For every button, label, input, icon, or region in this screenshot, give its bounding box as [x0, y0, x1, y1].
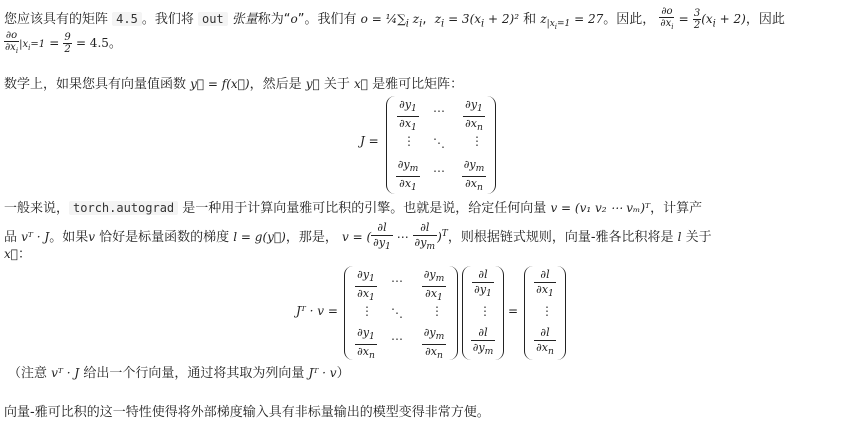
- jacobian-lhs: J =: [360, 134, 379, 148]
- product-lhs: Jᵀ · v =: [296, 304, 338, 318]
- math: = 4.5: [75, 36, 109, 50]
- jacobian-cell: $\frac{\partial y_1}{\partial x_n}$: [465, 98, 483, 134]
- jacobian-cell: $\frac{\partial y_1}{\partial x_1}$: [399, 98, 417, 134]
- math: l: [677, 230, 682, 245]
- math: x⃗: [4, 247, 18, 261]
- hdots: ⋯: [433, 104, 445, 118]
- text: 。因此，: [603, 12, 656, 27]
- math-eq1: $o = \frac{1}{4}\sum_i$ $z_i$: [360, 12, 423, 30]
- fraction: $\frac{9}{2}$: [64, 32, 71, 55]
- text: （注意: [8, 366, 52, 381]
- math: y⃗ = f(x⃗): [190, 77, 250, 91]
- para5: [4, 404, 490, 422]
- text: 关于: [319, 77, 354, 92]
- para1-line2: $\frac{\partial o}{\partial x_i}$ $|x_i=1$ = $\frac{9}{2}$ = 4.5。: [5, 30, 122, 55]
- text: 向量-雅可比积的这一特性使得将外部梯度输入具有非标量输出的模型变得非常方便。: [4, 405, 490, 420]
- text: ，然后是: [249, 77, 306, 92]
- math: o: [290, 12, 298, 26]
- result-vector: $\frac{\partial l}{\partial x_1}$ ⋮ $\frac{\partial l}{\partial x_n}$: [524, 266, 566, 360]
- text: 。如果: [49, 230, 89, 246]
- math: x⃗: [353, 77, 368, 91]
- math-eq3: $z_{|x_i=1} = 27$: [540, 12, 604, 32]
- fraction: $\frac{\partial l}{\partial y_m}$: [414, 221, 436, 253]
- jacobian-cell: $\frac{\partial y_m}{\partial x_n}$: [463, 158, 485, 194]
- text: 。我们将: [141, 12, 198, 27]
- inline-code: torch.autograd: [69, 201, 178, 215]
- jacobian-cell: $\frac{\partial y_m}{\partial x_1}$: [397, 158, 419, 194]
- math: l = g(y⃗): [233, 230, 286, 245]
- vdots: ⋮: [471, 134, 483, 148]
- text: ，则根据链式规则，向量-雅各比积将是: [447, 230, 678, 246]
- inline-code: 4.5: [112, 12, 142, 26]
- math-eq2: $z_i = 3(x_i + 2)^2$: [434, 12, 520, 30]
- text: 您应该具有的矩阵: [4, 12, 113, 27]
- text: 恰好是标量函数的梯度: [95, 230, 234, 246]
- text: 和: [519, 12, 541, 27]
- math: v: [88, 230, 96, 245]
- math: y⃗: [305, 77, 320, 91]
- fraction: $\frac{\partial o}{\partial x_i}$: [660, 6, 674, 31]
- jacobian-transpose-matrix: $\frac{\partial y_1}{\partial x_1}$ ⋯ $\frac{\partial y_m}{\partial x_1}$ ⋮ ⋱ ⋮ $\frac{\partial y_1}{\partial x_n}$ ⋯ $\frac{\partial y_m}{\partial x_n}$: [344, 266, 458, 360]
- text: ：: [17, 247, 31, 262]
- para2: [4, 75, 463, 94]
- math: Jᵀ · v: [308, 366, 337, 380]
- math: v = (: [341, 230, 372, 245]
- math: v = (v₁ v₂ ⋯ vₘ)ᵀ: [550, 201, 651, 215]
- vdots: ⋮: [403, 134, 415, 148]
- text: 称为“: [257, 12, 291, 27]
- text: ，因此: [745, 12, 785, 27]
- text: ，计算产: [650, 201, 703, 216]
- math: vᵀ · J: [21, 230, 50, 245]
- math: $(x_i + 2)$: [701, 12, 746, 30]
- para4: [8, 364, 350, 383]
- inline-code: out: [198, 12, 228, 26]
- text: ，那是，: [285, 230, 338, 246]
- para3-line2: 品 vᵀ · J。如果v 恰好是标量函数的梯度 l = g(y⃗)，那是， v = ( $\frac{\partial l}{\partial y_1}$ ⋯ $\frac{\partial l}{\partial y_m}$ )$^T$，则根据链式规则，向量-雅各比积将是 l 关于: [4, 221, 712, 253]
- text: ）: [336, 366, 350, 381]
- text: ”。我们有: [297, 12, 361, 27]
- jacobian-matrix: [386, 96, 496, 194]
- text: 给出一个行向量，通过将其取为列向量: [79, 366, 309, 381]
- para3-line1: [4, 199, 702, 218]
- fraction: $\frac{3}{2}$: [693, 8, 701, 31]
- ddots: ⋱: [433, 136, 445, 150]
- math: vᵀ · J: [51, 366, 80, 380]
- fraction: $\frac{\partial o}{\partial x_i}$: [5, 30, 19, 55]
- text: 品: [4, 230, 22, 246]
- fraction: $\frac{\partial l}{\partial y_1}$: [373, 221, 391, 253]
- text: 张量: [227, 12, 258, 27]
- para3-line3: [4, 245, 31, 264]
- gradient-vector: $\frac{\partial l}{\partial y_1}$ ⋮ $\frac{\partial l}{\partial y_m}$: [462, 266, 504, 360]
- text: 。: [108, 36, 122, 51]
- para1-line1: 您应该具有的矩阵 4.5 。我们将 out 张量称为“o”。我们有 $o = \frac{1}{4}\sum_i$ $z_i$, $z_i = 3(x_i + 2)^2$ 和 $z_{|x_i=1} = 27$。因此， $\frac{\partial o}{\partial x_i}$ = $\frac{3}{2}$ $(x_i + 2)$，因此: [4, 6, 785, 32]
- text: 数学上，如果您具有向量值函数: [4, 77, 191, 92]
- text: 一般来说，: [4, 201, 70, 216]
- text: 是一种用于计算向量雅可比积的引擎。也就是说，给定任何向量: [178, 201, 551, 216]
- text: 是雅可比矩阵：: [367, 77, 464, 92]
- hdots: ⋯: [433, 164, 445, 178]
- text: 关于: [681, 230, 712, 246]
